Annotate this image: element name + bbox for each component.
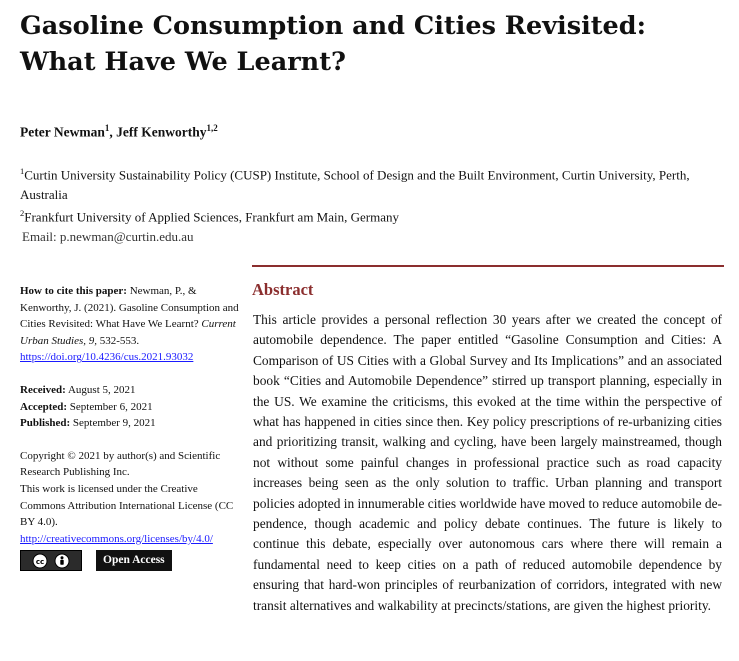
doi-link[interactable]: https://doi.org/10.4236/cus.2021.93032: [20, 351, 194, 364]
affil-number: 1: [20, 166, 25, 176]
cite-journal: Current Urban Studies, 9,: [20, 318, 236, 347]
abstract-heading: Abstract: [252, 280, 314, 299]
citation-sidebar: [20, 283, 242, 571]
abstract-divider: [252, 265, 724, 267]
author-name: Peter Newman: [20, 124, 105, 140]
received-date: [20, 382, 242, 399]
affil-text: Frankfurt University of Applied Sciences, Frankfurt am Main, Germany: [24, 209, 399, 225]
accepted-date: [20, 399, 242, 416]
affil-text: Curtin University Sustainability Policy (CUSP) Institute, School of Design and the Built Environment, Curtin University, Perth, Australia: [20, 167, 690, 202]
affiliations: [20, 162, 725, 247]
how-to-cite: [20, 283, 242, 366]
affiliation-2: [20, 204, 725, 227]
cite-authors: Newman, P., & Kenworthy, J. (2021). Gasoline Consumption and Cities Revisited: What Have We Learnt?: [20, 285, 239, 331]
badges-row: [20, 550, 242, 571]
title-line-2: What Have We Learnt?: [20, 47, 346, 77]
license-link[interactable]: http://creativecommons.org/licenses/by/4.0/: [20, 532, 213, 545]
paper-title: [20, 8, 720, 80]
published-date: [20, 415, 242, 432]
affiliation-1: [20, 162, 725, 204]
open-access-badge: Open Access: [96, 550, 172, 571]
published-label: Published:: [20, 417, 71, 430]
affil-number: 2: [20, 208, 25, 219]
received-value: August 5, 2021: [67, 383, 136, 396]
author-list: [20, 123, 218, 141]
copyright-text: Copyright © 2021 by author(s) and Scientific Research Publishing Inc.: [20, 449, 221, 479]
cite-label: How to cite this paper:: [20, 285, 127, 297]
author-name: Jeff Kenworthy: [116, 124, 207, 140]
svg-text:cc: cc: [35, 557, 45, 566]
author-separator: ,: [109, 124, 117, 140]
title-line-1: Gasoline Consumption and Cities Revisited:: [20, 11, 647, 41]
abstract-body: This article provides a personal reflection 30 years after we created the concept of automobile dependence. The paper entitled “Gasoline Consumption and Cities: A Comparison of US Cities with a Global Survey and Its Implications” and an associated book “Cities and Automobile Dependence” stirred up transport planning, especially in the US. We examine the criticisms, this evoked at the time within the perspective of what has happened in cities since then. Key policy prescriptions of re-urbanizing cities and prioritizing transit, walking and cycling, have been largely mainstreamed, though not without some painful changes in professional practice such as road capacity increases being seen as the only solution to traffic. Urban planning and transport policies adopted in innumerable cities worldwide have moved to reduce automobile dependence, though academic and policy debate continues. The future is likely to continue this debate, especially over autonomous cars where there will remain a fundamental need to keep cities on a path of reduced automobile dependence by ensuring that hard-won principles of reurbanization of corridors, integrated with new transit alternatives and walkability at precincts/stations, are given the highest priority.: [253, 312, 722, 613]
author-email: Email: p.newman@curtin.edu.au: [22, 229, 194, 245]
published-value: September 9, 2021: [72, 417, 156, 430]
received-label: Received:: [20, 383, 66, 396]
cite-pages: 532-553.: [99, 334, 140, 347]
creative-commons-icon: [32, 553, 48, 569]
cc-by-badge[interactable]: [20, 550, 82, 571]
accepted-label: Accepted:: [20, 400, 68, 413]
accepted-value: September 6, 2021: [69, 400, 153, 413]
copyright-block: [20, 448, 242, 572]
attribution-person-icon: [54, 553, 70, 569]
publication-dates: [20, 382, 242, 432]
license-text: This work is licensed under the Creative Commons Attribution International License (CC BY 4.0).: [20, 482, 234, 529]
author-affil-marker: 1,2: [206, 123, 218, 133]
author-affil-marker: 1: [104, 123, 110, 133]
